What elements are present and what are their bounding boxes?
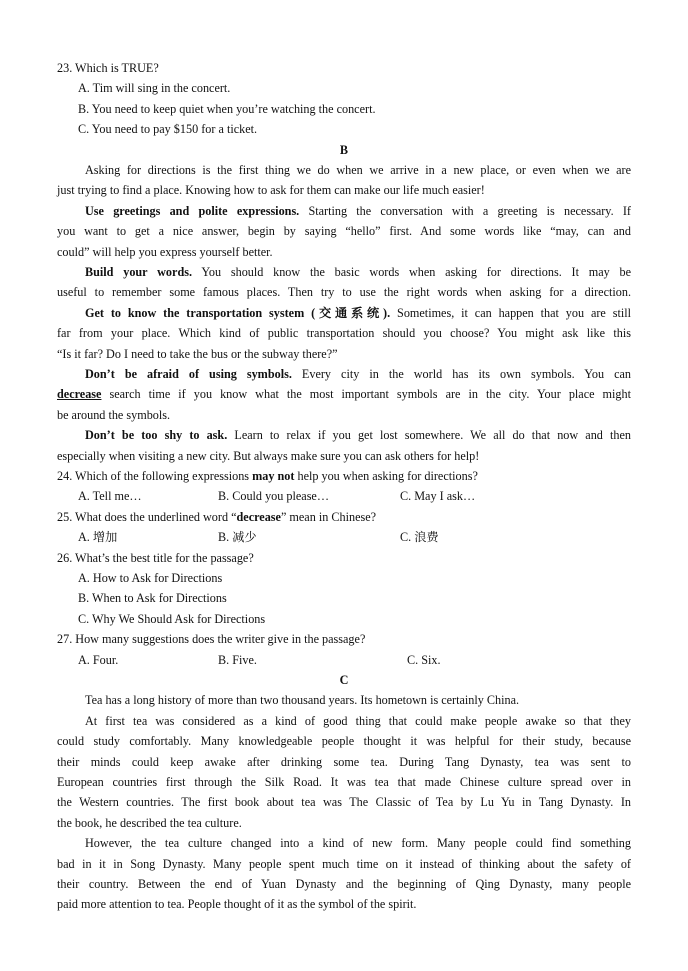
b-p3-line2: useful to remember some famous places. Then try to use the right words when asking for a direction. <box>57 285 631 300</box>
tip-heading-shy: Don’t be too shy to ask. <box>85 428 228 443</box>
tip-heading-build-words: Build your words. <box>85 265 193 279</box>
b-p5-line3: be around the symbols. <box>57 407 171 422</box>
q24-option-a: A. Tell me… <box>78 489 142 504</box>
q27-option-b: B. Five. <box>218 652 257 667</box>
c-p2-line2: could study comfortably. Many knowledgeable people thought it was helpful for their study, because <box>57 734 631 749</box>
section-heading-b: B <box>339 142 349 157</box>
q23-option-b: B. You need to keep quiet when you’re watching the concert. <box>78 101 376 116</box>
c-p2-line5: the Western countries. The first book about tea was The Classic of Tea by Lu Yu in Tang Dynasty. In <box>57 795 631 810</box>
q24-option-b: B. Could you please… <box>218 489 330 504</box>
c-p2-line1: At first tea was considered as a kind of good thing that could make people awake so that they <box>85 713 631 728</box>
q23-option-c: C. You need to pay $150 for a ticket. <box>78 122 258 137</box>
q26-option-a: A. How to Ask for Directions <box>78 571 223 585</box>
q23-option-a: A. Tim will sing in the concert. <box>78 81 231 96</box>
underlined-word-decrease: decrease <box>57 387 102 402</box>
b-p4-line3: “Is it far? Do I need to take the bus or the subway there?” <box>57 346 338 361</box>
b-p2-line1: Use greetings and polite expressions. Starting the conversation with a greeting is necessary. If <box>85 203 631 218</box>
tip-heading-greetings: Use greetings and polite expressions. <box>85 203 300 218</box>
c-p3-line1: However, the tea culture changed into a kind of new form. Many people could find something <box>85 836 631 851</box>
b-p6-line2: especially when visiting a new city. But always make sure you can ask others for help! <box>57 448 480 463</box>
tip-heading-symbols: Don’t be afraid of using symbols. <box>85 367 292 381</box>
b-p2-line2: you want to get a nice answer, begin by saying “hello” first. And some words like “may, can and <box>57 224 631 239</box>
q24-option-c: C. May I ask… <box>400 489 476 504</box>
q24-options <box>0 486 688 506</box>
question-23-stem: 23. Which is TRUE? <box>57 61 159 75</box>
q27-options <box>0 650 688 670</box>
q25-options <box>0 527 688 547</box>
section-heading-c: C <box>339 673 349 687</box>
q25-option-c: C. 浪费 <box>400 530 439 545</box>
b-p5-line1: Don’t be afraid of using symbols. Every city in the world has its own symbols. You can <box>85 367 631 381</box>
q27-option-a: A. Four. <box>78 652 119 667</box>
c-p3-line3: their country. Between the end of Yuan Dynasty and the beginning of Qing Dynasty, many people <box>57 877 631 891</box>
q25-option-a: A. 增加 <box>78 530 118 545</box>
c-p2-line3: their minds could keep awake after drinking some tea. During Tang Dynasty, tea was sent to <box>57 754 631 769</box>
b-p3-line1: Build your words. You should know the basic words when asking for directions. It may be <box>85 265 631 279</box>
question-26-stem: 26. What’s the best title for the passage? <box>57 550 254 565</box>
question-24-stem: 24. Which of the following expressions may not help you when asking for directions? <box>57 469 478 483</box>
q27-option-c: C. Six. <box>407 652 441 667</box>
q26-option-c: C. Why We Should Ask for Directions <box>78 611 266 626</box>
q25-option-b: B. 减少 <box>218 530 257 545</box>
question-25-stem: 25. What does the underlined word “decrease” mean in Chinese? <box>57 509 377 524</box>
c-p3-line2: bad in it in Song Dynasty. Many people spent much time on it instead of thinking about the safety of <box>57 856 631 871</box>
b-p5-line2: decrease search time if you know what the most important symbols are in the city. Your place might <box>57 387 631 402</box>
b-p1-line1: Asking for directions is the first thing we do when we arrive in a new place, or even when we are <box>85 163 631 177</box>
b-p2-line3: could” will help you express yourself better. <box>57 244 273 259</box>
b-p4-line2: far from your place. Which kind of public transportation should you choose? You might ask like this <box>57 326 631 341</box>
b-p6-line1: Don’t be too shy to ask. Learn to relax if you get lost somewhere. We all do that now and then <box>85 428 631 443</box>
tip-heading-transportation: Get to know the transportation system (交通系统). <box>85 305 391 320</box>
c-p1-line1: Tea has a long history of more than two thousand years. Its hometown is certainly China. <box>85 693 520 708</box>
c-p3-line4: paid more attention to tea. People thought of it as the symbol of the spirit. <box>57 897 417 912</box>
c-p2-line6: the book, he described the tea culture. <box>57 815 242 830</box>
question-27-stem: 27. How many suggestions does the writer give in the passage? <box>57 632 366 647</box>
b-p1-line2: just trying to find a place. Knowing how to ask for them can make our life much easier! <box>57 183 485 198</box>
b-p4-line1: Get to know the transportation system (交通系统). Sometimes, it can happen that you are still <box>85 305 631 320</box>
c-p2-line4: European countries first through the Silk Road. It was tea that made Chinese culture spread over in <box>57 775 631 789</box>
q26-option-b: B. When to Ask for Directions <box>78 591 227 606</box>
